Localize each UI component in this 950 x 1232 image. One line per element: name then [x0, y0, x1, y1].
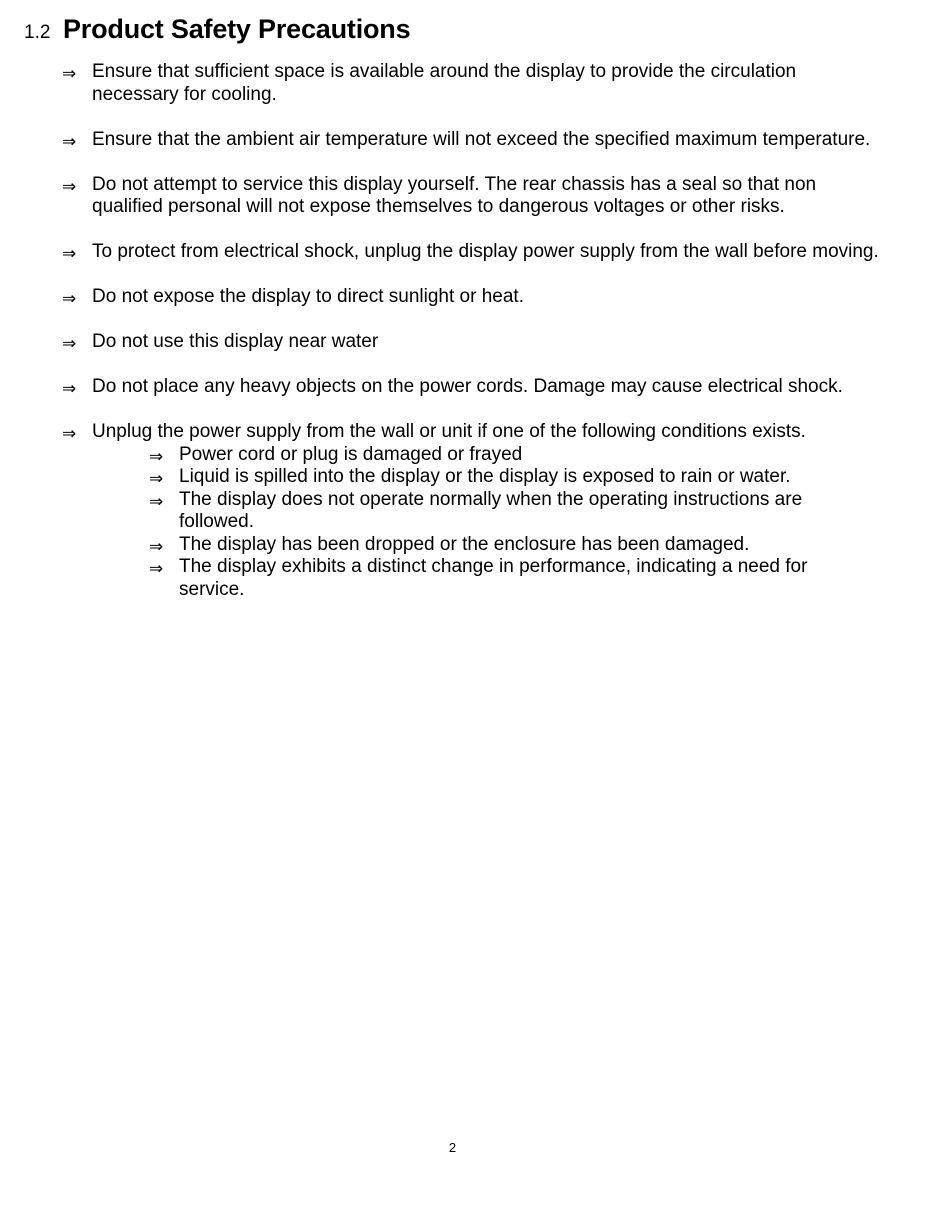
arrow-icon: ⇒	[149, 536, 164, 556]
condition-item	[149, 444, 849, 467]
condition-text: Power cord or plug is damaged or frayed	[179, 443, 523, 465]
arrow-icon: ⇒	[62, 244, 77, 263]
list-item-text: To protect from electrical shock, unplug the display power supply from the wall before moving.	[92, 241, 879, 262]
list-item	[62, 241, 882, 264]
list-item	[62, 421, 882, 444]
arrow-icon: ⇒	[62, 131, 77, 151]
arrow-icon: ⇒	[149, 446, 164, 466]
arrow-icon: ⇒	[62, 64, 77, 83]
list-item	[62, 286, 882, 309]
list-item	[62, 174, 882, 219]
list-item-text: Do not use this display near water	[92, 331, 379, 352]
page-title: Product Safety Precautions	[63, 14, 411, 44]
condition-text: The display has been dropped or the enclosure has been damaged.	[179, 533, 750, 555]
list-item-text: Do not place any heavy objects on the power cords. Damage may cause electrical shock.	[92, 376, 843, 397]
list-item	[62, 61, 882, 106]
condition-item	[149, 556, 849, 601]
arrow-icon: ⇒	[62, 379, 77, 398]
condition-item	[149, 466, 849, 489]
section-number: 1.2	[24, 22, 51, 43]
arrow-icon: ⇒	[62, 334, 77, 353]
safety-precautions-list	[62, 61, 882, 601]
condition-item	[149, 534, 849, 557]
arrow-icon: ⇒	[62, 289, 77, 308]
list-item	[62, 129, 882, 152]
list-item-text: Ensure that the ambient air temperature will not exceed the specified maximum temperature.	[92, 128, 871, 150]
condition-text: The display exhibits a distinct change in performance, indicating a need for service.	[179, 556, 808, 600]
list-item	[62, 331, 882, 354]
conditions-list	[62, 444, 849, 602]
list-item-text: Unplug the power supply from the wall or unit if one of the following conditions exists.	[92, 421, 806, 442]
section-heading	[24, 14, 410, 45]
arrow-icon: ⇒	[149, 559, 164, 578]
condition-text: Liquid is spilled into the display or the display is exposed to rain or water.	[179, 466, 791, 487]
condition-item	[149, 489, 849, 534]
list-item-text: Do not expose the display to direct sunlight or heat.	[92, 286, 524, 307]
arrow-icon: ⇒	[149, 491, 164, 511]
conditions-container	[62, 444, 882, 602]
page-number: 2	[448, 1140, 457, 1155]
arrow-icon: ⇒	[149, 469, 164, 488]
list-item	[62, 376, 882, 399]
arrow-icon: ⇒	[62, 424, 77, 443]
list-item-text: Ensure that sufficient space is available around the display to provide the circulation necessary for cooling.	[92, 61, 797, 105]
condition-text: The display does not operate normally when the operating instructions are followed.	[179, 488, 803, 532]
arrow-icon: ⇒	[62, 176, 77, 196]
list-item-text: Do not attempt to service this display yourself. The rear chassis has a seal so that non qualified personal will not expose themselves to dangerous voltages or other risks.	[92, 173, 817, 217]
